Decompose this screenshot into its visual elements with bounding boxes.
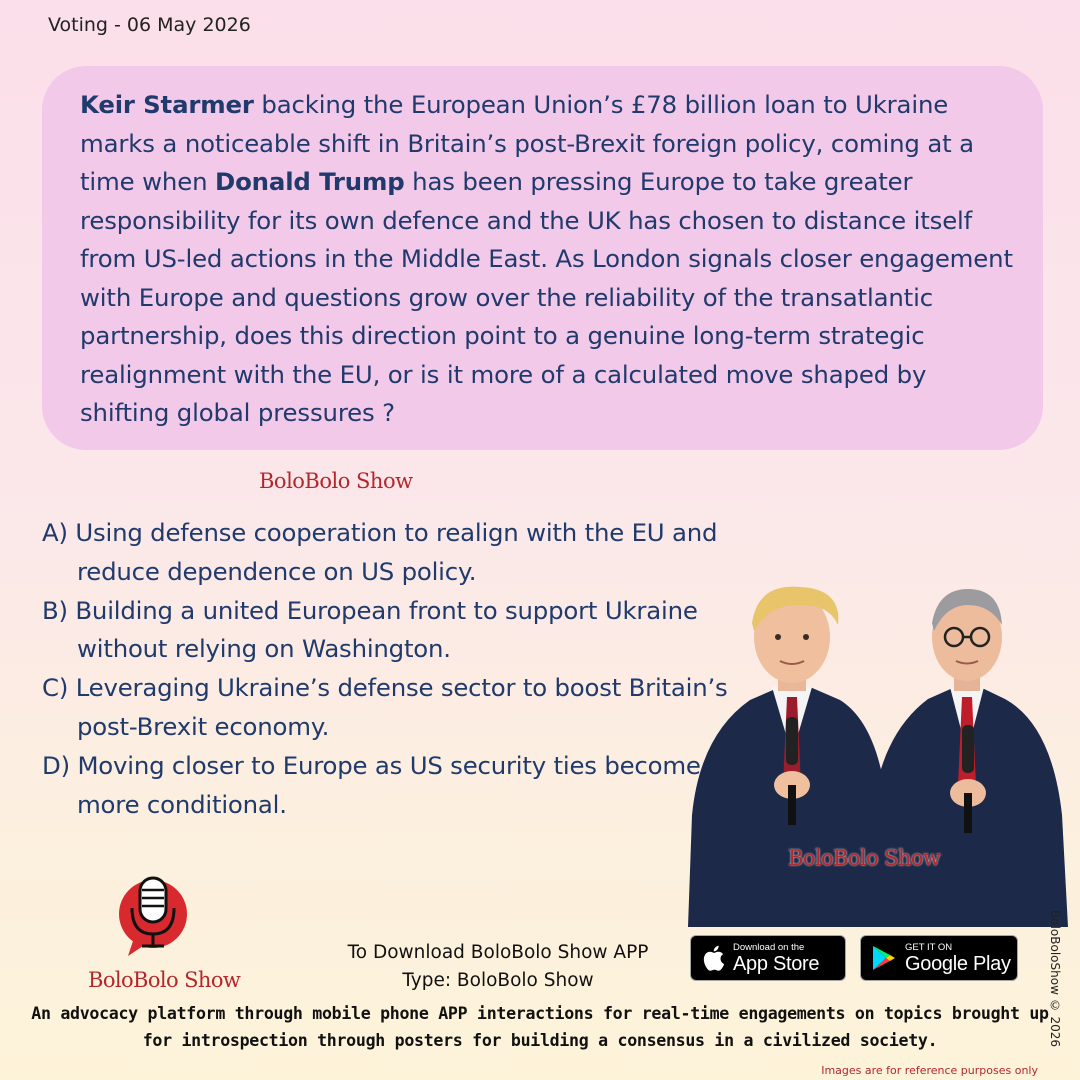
person-name-starmer: Keir Starmer <box>80 90 254 119</box>
option-b[interactable]: B) Building a united European front to support Ukraine without relying on Washington. <box>42 595 698 664</box>
brand-logo-text: BoloBolo Show <box>88 968 241 992</box>
image-disclaimer: Images are for reference purposes only <box>821 1064 1038 1077</box>
download-instructions <box>318 939 678 995</box>
microphone-logo-icon <box>118 872 188 970</box>
download-line-2: Type: BoloBolo Show <box>402 970 594 991</box>
two-speakers-illustration <box>680 575 1075 927</box>
question-part-2: has been pressing Europe to take greater responsibility for its own defence and the UK has chosen to distance itself from US-led actions in the Middle East. As London signals closer engagement with Europe and questions grow over the reliability of the transatlantic partnership, does this direction point to a genuine long-term strategic realignment with the EU, or is it more of a calculated move shaped by shifting global pressures ? <box>80 167 1013 427</box>
option-a[interactable]: A) Using defense cooperation to realign with the EU and reduce dependence on US policy. <box>42 518 718 586</box>
platform-tagline: An advocacy platform through mobile phone APP interactions for real-time engagements on topics brought up for introspection through posters for building a consensus in a civilized society. <box>31 1004 1049 1050</box>
brand-wordmark: BoloBolo Show <box>259 469 413 493</box>
appstore-big-label: App Store <box>733 952 820 975</box>
app-store-button[interactable] <box>690 935 846 981</box>
option-d[interactable]: D) Moving closer to Europe as US security ties become more conditional. <box>42 750 701 819</box>
google-play-button[interactable] <box>860 935 1018 981</box>
left-figure <box>688 587 892 927</box>
appstore-small-label: Download on the <box>733 941 805 953</box>
apple-icon <box>701 944 725 972</box>
brand-watermark: BoloBolo Show <box>788 846 941 870</box>
google-play-icon <box>871 944 897 972</box>
question-part-1: backing the European Union’s £78 billion loan to Ukraine marks a noticeable shift in Britain’s post-Brexit foreign policy, coming at a time when <box>80 90 974 196</box>
option-c[interactable]: C) Leveraging Ukraine’s defense sector to boost Britain’s post-Brexit economy. <box>42 673 728 741</box>
download-line-1: To Download BoloBolo Show APP <box>347 942 649 963</box>
person-name-trump: Donald Trump <box>214 167 405 196</box>
answer-options <box>42 514 742 824</box>
copyright-notice: BoloBoloShow © 2026 <box>1048 910 1062 1048</box>
question-text <box>80 86 1013 433</box>
googleplay-small-label: GET IT ON <box>905 941 953 953</box>
question-box <box>42 66 1043 450</box>
googleplay-big-label: Google Play <box>905 952 1011 975</box>
right-figure <box>866 589 1068 927</box>
post-date: Voting - 06 May 2026 <box>48 14 251 36</box>
